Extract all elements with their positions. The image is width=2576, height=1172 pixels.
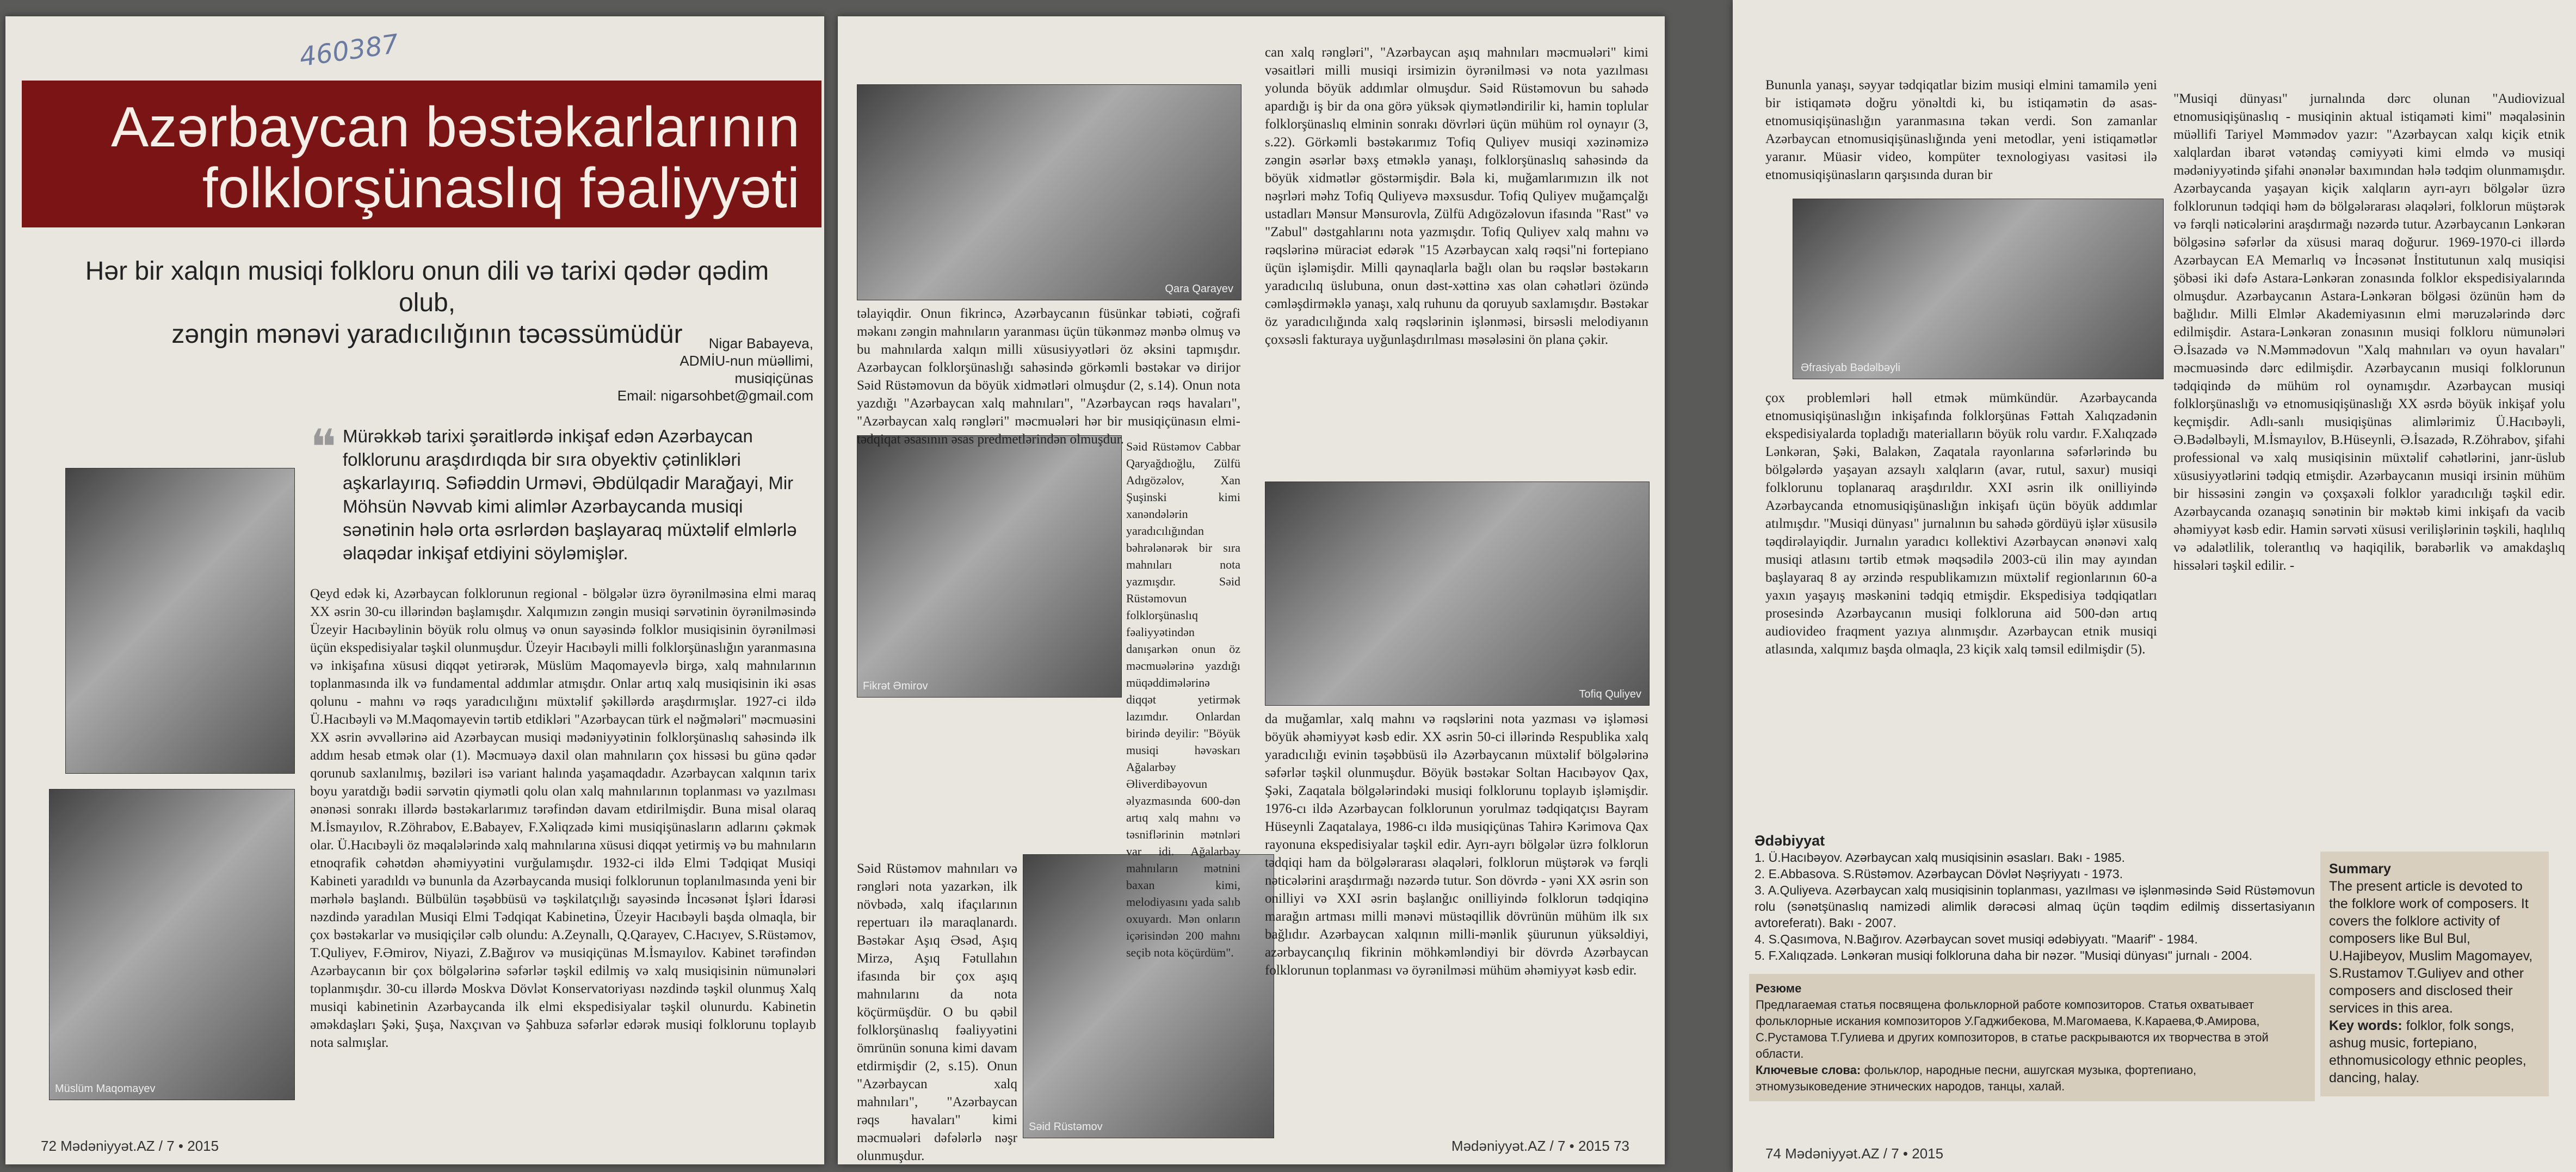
portrait-photo-2 [49, 789, 295, 1100]
photo-quliyev [1265, 482, 1650, 706]
reference-item: 3. A.Quliyeva. Azərbaycan xalq musiqisinin toplanması, yazılması və işlənməsində Səid Rüstəmovun rolu (sənətşünaslıq namizədi alimlik dərəcəsi almaq üçün təqdim edilmiş dissertasiyanın avtoreferatı). Bakı - 2007. [1755, 883, 2315, 930]
magazine-spread [0, 16, 1665, 1164]
author-email: Email: nigarsohbet@gmail.com [617, 387, 813, 404]
page-73 [838, 16, 1665, 1164]
summary-keywords-label: Key words: [2329, 1018, 2402, 1033]
author-block [617, 335, 813, 404]
reference-item: 4. S.Qasımova, N.Bağırov. Azərbaycan sovet musiqi ədəbiyyatı. "Maarif" - 1984. [1755, 932, 2198, 946]
photo-qarayev [857, 84, 1241, 300]
body-column-1-mid: çox problemləri həll etmək mümkündür. Azərbaycanda etnomusiqişünaslığın inkişafında folklorşünas Fəttah Xalıqzadənin ekspedisiyalarda topladığı materialların böyük rolu vardır. F.Xalıqzadə Lənkəran, Şəki, Balakən, Zaqatala rayonlarına səfərlərində bu bölgələrdə yaşayan azsaylı xalqların (avar, rutul, saxur) musiqi folklorunu toplanaraq araşdırıldır. XXI əsrin ilk onilliyində Azərbaycanda etnomusiqişünaslığın inkişafı üçün böyük addımlar atılmışdır. "Musiqi dünyası" jurnalının bu sahədə gördüyü işlər xüsusilə təqdirəlayiqdir. Jurnalın yaradıcı kollektivi Azərbaycan ənənəvi xalq musiqi atlasını tərtib etmək məqsədilə 2003-cü ilin may ayından başlayaraq 8 ay ərzində respublikamızın müxtəlif regionlarının 60-a yaxın yaşayış məskənini tədqiq etmişdir. Ekspedisiya tədqiqatları prosesində Azərbaycanın musiqi folkloruna aid 500-dən artıq audiovideo fraqment yazıya alınmışdır. Azərbaycan etnik musiqi atlasında, xalqımız başda olmaqla, 23 kiçik xalq təmsil edilmişdir (5). [1765, 391, 2157, 657]
summary-title: Summary [2329, 861, 2391, 877]
body-column-2-bot: da muğamlar, xalq mahnı və rəqslərini nota yazması və işləməsi böyük əhəmiyyət kəsb edir. XX əsrin 50-ci illərində Respublika xalq yaradıcılığı evinin təşəbbüsü ilə Azərbaycanın müxtəlif bölgələrinə səfərlər təşkil olunmuşdur. Böyük bəstəkar Soltan Hacıbəyov Qax, Şəki, Zaqatala bölgələrindəki musiqi folklorunu toplayıb işləmişdir. 1976-cı ildə Azərbaycan folklorunun yorulmaz tədqiqatçısı Bayram Hüseynli Zaqatalaya, 1986-cı ildə musiqiçünas Tahirə Kərimova Qax rayonuna ekspedisiyalar təşkil edir. Ayrı-ayrı bölgələr üzrə folklorun tədqiqi ham da bölgələrarası əlaqələri, folklorun müştərək və fərqli nəticələrini araşdırmağı nəzərdə tutur. Son dövrdə - yəni XX əsrin son onilliyi və XXI əsrin başlanğıc onilliyində folklorun tədqiqinə marağın artması milli mənəvi müstəqillik dövrünün mühüm ilk sıx bağlıdır. Azərbaycan xalqının milli-mənlik şüurunun yüksəldiyi, azərbaycançılıq fikrinin möhkəmləndiyi bir dövrdə Azərbaycan folklorunun toplanması və öyrənilməsi mühüm əhəmiyyət kəsb edir. [1265, 712, 1648, 978]
body-column-1: Qeyd edək ki, Azərbaycan folklorunun regional - bölgələr üzrə öyrənilməsina elmi maraq XX əsrin 30-cu illərindən başlamışdır. Xalqımızın zəngin musiqi sərvətinin öyrənilməsində Üzeyir Hacıbəylinin böyük rolu olmuş və onun sayəsində folklor musiqisinin öyrənilməsi üçün ekspedisiyalar təşkil olunmuşdur. Üzeyir Hacıbəyli milli folklorşünaslığın yaranmasına və inkişafına xüsusi diqqət yetirərək, Müslüm Maqomayevlə birgə, xalq mahnılarının toplanmasında ilk və fundamental addımlar atmışdır. Onlar artıq xalq musiqisinin iki əsas qolunu - mahnı və rəqs yaradıcılığını müxtəlif şəkillərdə araşdırmışlar. 1927-ci ildə Ü.Hacıbəyli və M.Maqomayevin tərtib etdikləri "Azərbaycan türk el nəğmələri" məcmuəsini XX əsrin əvvəllərinə aid Azərbaycan musiqi mədəniyyətinin folklorşünaslıq sahəsində ilk addım hesab etmək olar (1). Məcmuəyə daxil olan mahnıların çox hissəsi bu günə qədər qorunub saxlanılmış, bəziləri isə variant halında yaşamaqdadır. Azərbaycan xalqının tarix boyu yaratdığı bədii sərvətin qiymətli qolu olan xalq mahnılarının toplanması və yazılması ənənəsi sonrakı illərdə bəstəkarlarımız tərəfindən davam etdirilmişdir. Buna misal olaraq M.İsmayılov, R.Zöhrabov, E.Babayev, F.Xəliqzadə kimi musiqişünasların adlarını çəkmək olar. Ü.Hacıbəyli öz məqalələrində xalq mahnılarına xüsusi diqqət yetirmiş və bu mahnıların etnoqrafik cəhətdən əhəmiyyətini vurğulamışdır. 1932-ci ildə Elmi Tədqiqat Musiqi Kabineti yaradıldı və bununla da Azərbaycanda musiqi folklorunun toplanılmasında yeni bir mərhələ başlandı. Bülbülün təşəbbüsü və təşkilatçılığı sayəsində İncəsənət İşləri İdarəsi nəzdində yaradılan Musiqi Elmi Tədqiqat Kabinetinə, Üzeyir Hacıbəyli başda olmaqla, bir çox bəstəkarlar və musiqiçilər cəlb olundu: A.Zeynallı, Q.Qarayev, C.Hacıyev, S.Rüstəmov, T.Quliyev, F.Əmirov, Niyazi, Z.Bağırov və musiqiçünas M.İsmayılov. Kabinet tərəfindən Azərbaycanın bir çox bölgələrinə səfərlər təşkil edilmiş və xalq musiqisinin nümunələri toplanmışdır. 30-cu illərdə Moskva Dövlət Konservatoriyası nəzdində təşkil olunmuş Xalq musiqi kabinetinin Azərbaycanda ilk elmi ekspedisiyalar təşkil olunurdu. Kabinetin əməkdaşları Şəki, Şuşa, Naxçıvan və Şahbuza səfərlər edərək musiqi folklorunu toplayıb nota salmışlar. [310, 587, 816, 1050]
references [1755, 832, 2315, 964]
body-column-2-top: can xalq rəngləri", "Azərbaycan aşıq mahnıları məcmuələri" kimi vəsaitləri milli musiqi irsimizin öyrənilməsi və nota yazılması yolunda böyük addımlar olmuşdur. Səid Rüstəmovun bu sahədə apardığı iş bir da ona görə yüksək qiymətləndirilir ki, hamin toplular folklorşünaslıq elminin sonrakı dövrləri üçün mühüm rol oynayır (3, s.22). Görkəmli bəstəkarımız Tofiq Quliyev musiqi xəzinəmizə zəngin əsərlər bəxş etməklə yanaşı, folklorşünaslıq sahəsində da böyük xidmətlər göstərmişdir. Bəla ki, muğamlarımızın ilk not nəşrləri məhz Tofiq Quliyevə məxsusdur. Tofiq Quliyev muğamçalğı ustadları Mənsur Mənsurovla, Zülfü Adıgözəlovun ifasında "Rast" və "Zabul" dəstgahlarını nota yazmışdır. Tofiq Quliyev xalq mahnı və rəqslərinə müraciət edərək "15 Azərbaycan xalq rəqsi"ni fortepiano üçün işləmişdir. Milli qaynaqlarla bağlı olan bu rəqslər bəstəkarın yaradıcılıq üslubuna, onun dəst-xəttinə xas olan cəhətləri özündə cəmləşdirməklə yanaşı, xalq ruhunu da qoruyub saxlamışdır. Bəstəkar öz yaradıcılığında xalq rəqslərinin işlənməsi, birsəsli melodiyanın çoxsəsli fakturaya uyğunlaşdırılması məsələsini ön plana çəkir. [1265, 45, 1648, 347]
title-banner [22, 81, 821, 227]
resume-text: Предлагаемая статья посвящена фольклорной работе композиторов. Статья охватывает фольклорные искания композиторов У.Гаджибекова, М.Магомаева, К.Караева,Ф.Амирова, С.Рустамова Т.Гулиева и других композиторов, в статье раскрываются их творчества в этой области. [1756, 998, 2269, 1060]
body-column-1-top: təlayiqdir. Onun fikrincə, Azərbaycanın füsünkar təbiəti, coğrafi məkanı zəngin mahnıların yaranması üçün tükənməz mənbə olmuş və bu mahnılarda xalqın milli xüsusiyyətləri öz əksini tapmışdır. Azərbaycan folklorşünaslığı sahəsində görkəmli bəstəkar və dirijor Səid Rüstəmovun da böyük xidmətləri olmuşdur (2, s.14). Onun nota yazdığı "Azərbaycan xalq mahnıları", "Azərbaycan rəqs havaları", "Azərbaycan xalq rəngləri" məcmuələri hər bir musiqiçünasın elmi-tədqiqat əsasının əsas predmetlərindən olmuşdur. [857, 306, 1240, 447]
subtitle-line-1: Hər bir xalqın musiqi folkloru onun dili və tarixi qədər qədim olub, [85, 257, 769, 317]
summary-keywords-text: folklor, folk songs, ashug music, fortepiano, ethnomusicology ethnic peoples, dancing, halay. [2329, 1018, 2526, 1085]
summary-text: The present article is devoted to the folklore work of composers. It covers the folklore activity of composers like Bul Bul, U.Hajibeyov, Muslim Magomayev, S.Rustamov T.Guliyev and other composers and disclosed their services in this area. [2329, 879, 2533, 1016]
photo-caption: Qara Qarayev [1165, 283, 1233, 295]
portrait-photo-1 [65, 468, 295, 774]
summary-keywords [2329, 1017, 2540, 1087]
body-column-2: "Musiqi dünyası" jurnalında dərc olunan "Audiovizual etnomusiqişünaslıq - musiqinin aktual istiqaməti kimi" məqaləsinin müəllifi Tariyel Məmmədov yazır: "Azərbaycan xalqı kiçik etnik xalqlardan ibarət vətəndaş cəmiyyəti kimi elmdə və musiqi mədəniyyətində şifahi ənənələr baxımından hələ tədqim olunmamışdır. Azərbaycanda yaşayan kiçik xalqların ayrı-ayrı bölgələr üzrə folklorunun tədqiqi həm də bölgələrarası əlaqələri, folklorun müştərək və fərqli nəticələrini araşdırmağı nəzərdə tutur. Azərbaycanın Lənkəran bölgəsinə səfərlər da xüsusi maraq doğurur. 1969-1970-ci illərdə Azərbaycan EA Memarlıq və İncəsənət İnstitutunun xalq musiqisi şöbəsi iki dəfə Astara-Lənkəran zonasında folklor ekspedisiyalarında olmuşdur. Azərbaycanın Astara-Lənkəran bölgəsi özünün həm də bağlıdır. Milli Elmlər Akademiyasının elmi məruzələrində dərc edilmişdir. Astara-Lənkəran zonasının musiqi folkloru nümunələri Ə.İsazadə və N.Məmmədovun "Xalq mahnıları və oyun havaları" məcmuəsində dərc edilmişdir. Azərbaycanın musiqi folklorunun tədqiqində də mühüm rol oynamışdır. Azərbaycan musiqi folklorşünaslığı və etnomusiqişünaslığı XX əsrdə böyük inkişaf yolu keçmişdir. Adlı-sanlı musiqişünas alimlərimiz Ü.Hacıbəyli, Ə.Bədəlbəyli, M.İsmayılov, B.Hüseynli, Ə.İsazadə, R.Zöhrabov, şifahi professional və xalq musiqisinin müxtəlif cəhətlərini, janr-üslub xüsusiyyətlərini tədqiq etmişdir. Azərbaycanın musiqi irsinin mühüm bir hissəsini zəngin və çoxşaxəli folklor yaradıcılığı təşkil edir. Azərbaycanda ozanaşıq sənətinin bir məktəb kimi inkişafı da vacib əhəmiyyət kəsb edir. Hamin sərvəti xüsusi verilişlərinin təşkili, haqlılıq və ədalətlilik, tolerantlıq və haqiqilik, bərabərlik və amakdaşlıq hissələri təşkil edilir. - [2173, 91, 2565, 573]
title-line-2: folklorşünaslıq fəaliyyəti [202, 157, 800, 220]
references-list [1755, 849, 2315, 964]
photo-caption: Tofiq Quliyev [1579, 688, 1641, 700]
handwritten-number: 460387 [297, 28, 401, 73]
page-74 [1733, 0, 2576, 1172]
photo-caption: Müslüm Maqomayev [55, 1083, 156, 1095]
reference-item: 1. Ü.Hacıbəyov. Azərbaycan xalq musiqisinin əsasları. Bakı - 1985. [1755, 850, 2125, 865]
references-title: Ədəbiyyat [1755, 832, 1825, 849]
resume-keywords [1756, 1062, 2308, 1095]
page-72 [5, 16, 824, 1164]
subtitle-line-2: zəngin mənəvi yaradıcılığının təcəssümüdür [171, 320, 683, 349]
title-line-1: Azərbaycan bəstəkarlarının [110, 96, 800, 159]
body-column-1-bot: Səid Rüstəmov mahnıları və rəngləri nota yazarkən, ilk növbədə, xalq ifaçılarının repertuarı ilə maraqlanardı. Bəstəkar Aşıq Əsəd, Aşıq Mirzə, Aşıq Fətullahın ifasında bir çox aşıq mahnılarını da nota köçürmüşdür. O bu qəbil folklorşünaslıq fəaliyyətini ömrünün sonuna kimi davam etdirmişdir (2, s.15). Onun "Azərbaycan xalq mahnıları", "Azərbaycan rəqs havaları" kimi məcmuələri dəfələrlə nəşr olunmuşdur. [857, 861, 1017, 1163]
article-title [111, 97, 800, 219]
photo-caption: Fikrət Əmirov [863, 680, 928, 692]
lead-paragraph: Mürəkkəb tarixi şəraitlərdə inkişaf edən Azərbaycan folklorunu araşdırdıqda bir sıra obyektiv çətinlikləri aşkarlayırıq. Səfiəddin Urməvi, Əbdülqadir Marağayi, Mir Möhsün Nəvvab kimi alimlər Azərbaycanda musiqi sənətinin hələ orta əsrlərdən başlayaraq müxtəlif elmlərlə əlaqədar inkişaf etdiyini söyləmişlər. [343, 426, 797, 563]
photo-amirov [857, 435, 1122, 698]
quote-mark-icon: ❝ [310, 421, 337, 475]
author-role-2: musiqiçünas [734, 370, 813, 386]
author-role-1: ADMİU-nun müəllimi, [679, 353, 813, 369]
reference-item: 5. F.Xalıqzadə. Lənkəran musiqi folkloruna daha bir nəzər. "Musiqi dünyası" jurnalı - 2004. [1755, 948, 2253, 963]
photo-caption: Əfrasiyab Bədəlbəyli [1801, 362, 1900, 374]
photo-caption: Səid Rüstəmov [1029, 1121, 1103, 1133]
photo-badalbayli [1793, 199, 2164, 379]
resume-keywords-label: Ключевые слова: [1756, 1063, 1861, 1077]
summary-box [2320, 852, 2549, 1096]
body-column-1-mid: Səid Rüstəmov Cabbar Qaryağdıoğlu, Zülfü Adıgözəlov, Xan Şuşinski kimi xanəndələrin yaradıcılığından bəhrələnərək bir sıra mahnıları nota yazmışdır. Səid Rüstəmovun folklorşünaslıq fəaliyyətindən danışarkən onun öz məcmuələrinə yazdığı müqəddimələrinə diqqət yetirmək lazımdır. Onlardan birində deyilir: "Böyük musiqi həvəskarı Ağalarbəy Əliverdibəyovun əlyazmasında 600-dən artıq xalq mahnı və təsniflərinin mətnləri var idi. Ağalarbəy mahnıların mətnini baxan kimi, melodiyasını yada salıb oxuyardı. Mən onların içərisindən 200 mahnı seçib nota köçürdüm". [1126, 440, 1240, 959]
resume-keywords-text: фольклор, народные песни, ашугская музыка, фортепиано, этномузыковедение этнических народов, танцы, халай. [1756, 1063, 2197, 1093]
resume-box [1749, 974, 2315, 1101]
author-name: Nigar Babayeva, [708, 335, 813, 351]
page-footer: 72 Mədəniyyət.AZ / 7 • 2015 [41, 1138, 219, 1154]
resume-title: Резюме [1756, 982, 1802, 995]
page-footer: Mədəniyyət.AZ / 7 • 2015 73 [1451, 1138, 1629, 1154]
page-footer: 74 Mədəniyyət.AZ / 7 • 2015 [1765, 1145, 1944, 1162]
body-column-1-top: Bununla yanaşı, səyyar tədqiqatlar bizim musiqi elmini tamamilə yeni bir istiqamətə doğru yönəltdi ki, bu istiqamətin də asas-etnomusiqişünaslığın yaranmasına təkan verdi. Son zamanlar Azərbaycan etnomusiqişünaslığında yeni metodlar, yeni istiqamətlər yaranır. Müasir video, kompüter texnologiyası vasitəsi ilə etnomusiqişünasların qarşısında duran bir [1765, 78, 2157, 182]
reference-item: 2. E.Abbasova. S.Rüstəmov. Azərbaycan Dövlət Nəşriyyatı - 1973. [1755, 867, 2123, 881]
